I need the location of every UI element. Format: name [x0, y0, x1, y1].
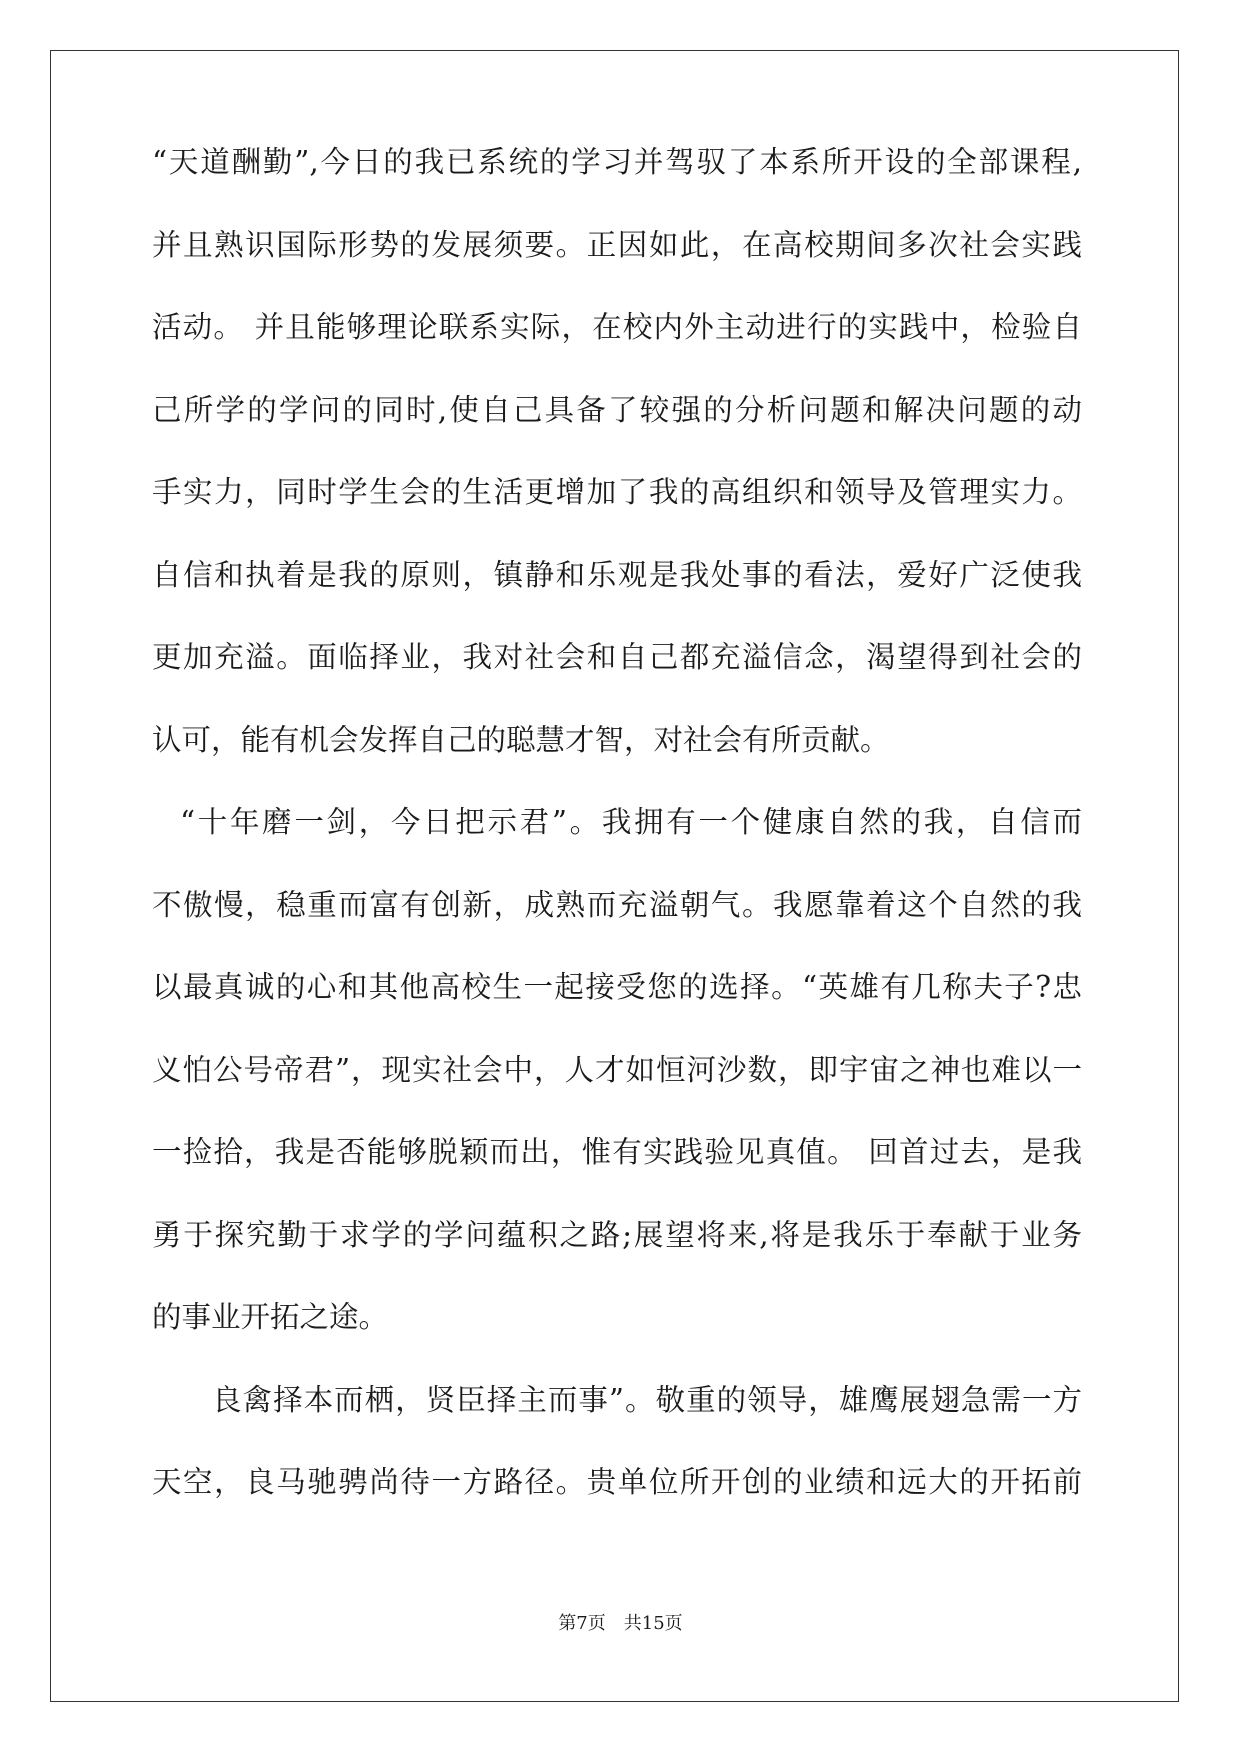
text-line: 手实力，同时学生会的生活更增加了我的高组织和领导及管理实力。 — [152, 475, 1082, 509]
text-line: 天空，良马驰骋尚待一方路径。贵单位所开创的业绩和远大的开拓前 — [152, 1465, 1082, 1499]
text-line: 并且熟识国际形势的发展须要。正因如此，在高校期间多次社会实践 — [152, 228, 1082, 262]
text-line: 己所学的学问的同时,使自己具备了较强的分析问题和解决问题的动 — [152, 393, 1082, 427]
text-line: 义怕公号帝君”，现实社会中，人才如恒河沙数，即宇宙之神也难以一 — [152, 1053, 1082, 1087]
text-line: 的事业开拓之途。 — [152, 1300, 389, 1334]
text-line: “天道酬勤”,今日的我已系统的学习并驾驭了本系所开设的全部课程, — [152, 145, 1082, 179]
text-line: 以最真诚的心和其他高校生一起接受您的选择。“英雄有几称夫子?忠 — [152, 970, 1082, 1004]
text-line: 更加充溢。面临择业，我对社会和自己都充溢信念，渴望得到社会的 — [152, 640, 1082, 674]
page-number-footer: 第7页 共15页 — [558, 1613, 683, 1634]
text-line: 自信和执着是我的原则，镇静和乐观是我处事的看法，爱好广泛使我 — [152, 558, 1082, 592]
text-line: 活动。 并且能够理论联系实际，在校内外主动进行的实践中，检验自 — [152, 310, 1082, 344]
paragraph-first-line: 良禽择本而栖，贤臣择主而事”。敬重的领导，雄鹰展翅急需一方 — [212, 1383, 1082, 1417]
paragraph-first-line: “十年磨一剑，今日把示君”。我拥有一个健康自然的我，自信而 — [180, 805, 1082, 839]
text-line: 勇于探究勤于求学的学问蕴积之路;展望将来,将是我乐于奉献于业务 — [152, 1218, 1082, 1252]
text-line: 一捡拾，我是否能够脱颖而出，惟有实践验见真值。 回首过去，是我 — [152, 1135, 1082, 1169]
text-line: 不傲慢，稳重而富有创新，成熟而充溢朝气。我愿靠着这个自然的我 — [152, 888, 1082, 922]
text-line: 认可，能有机会发挥自己的聪慧才智，对社会有所贡献。 — [152, 723, 890, 757]
